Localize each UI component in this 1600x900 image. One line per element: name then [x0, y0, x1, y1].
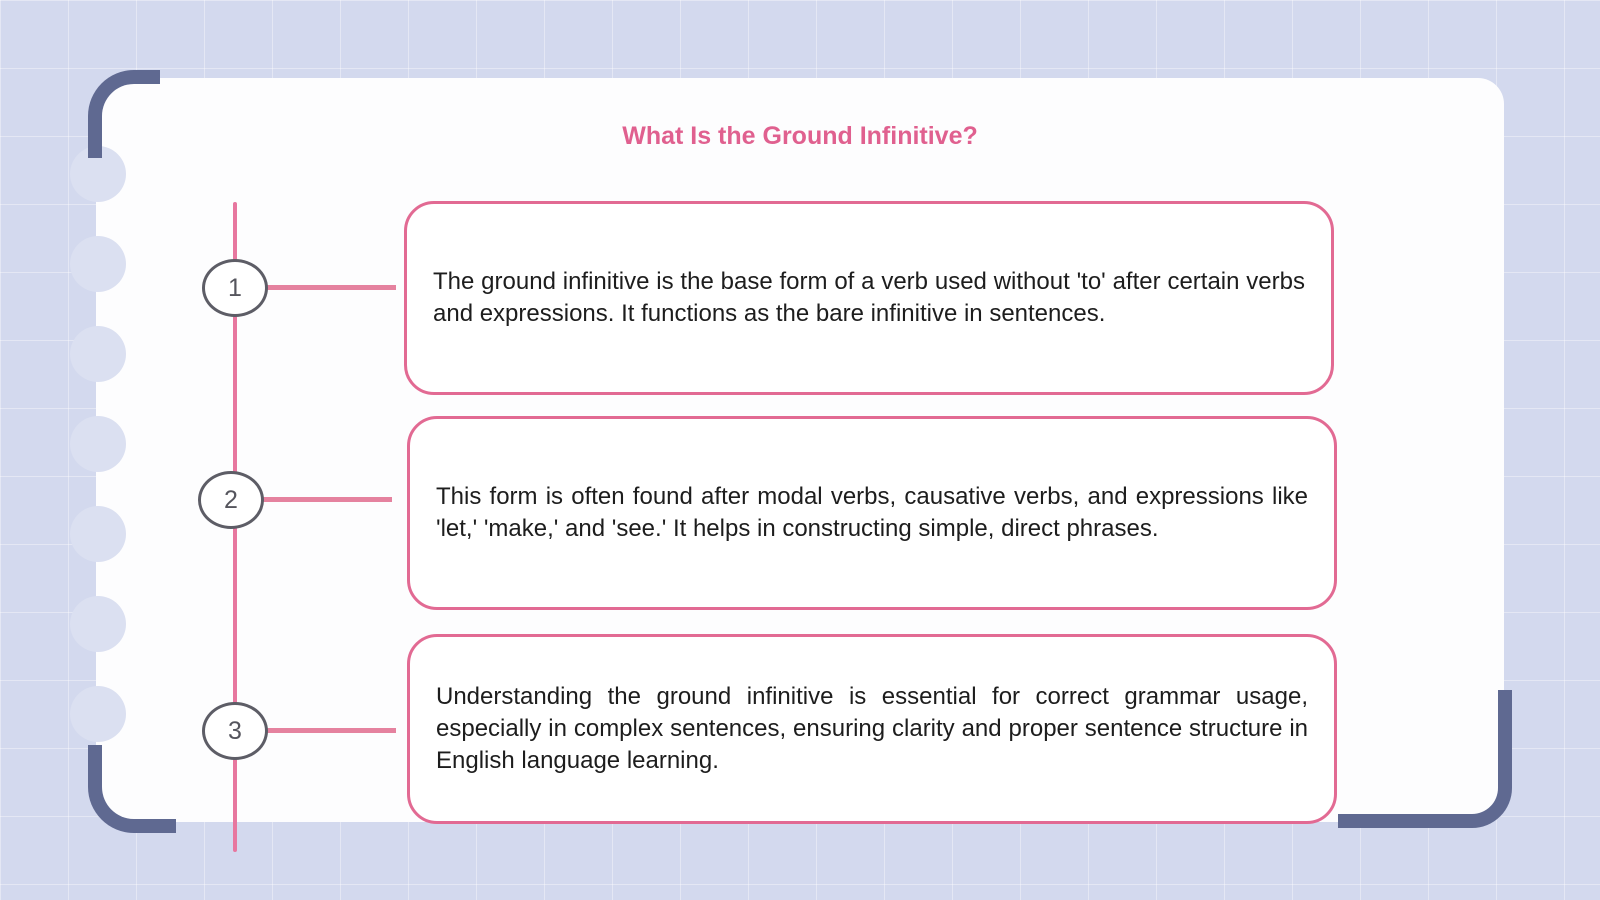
paper-scallop: [70, 416, 126, 472]
step-description: The ground infinitive is the base form of a verb used without 'to' after certain verbs and expressions. It functions as the bare infinitive in sentences.: [433, 268, 1305, 327]
step-text-box: [407, 416, 1337, 610]
paper-scallop: [70, 506, 126, 562]
paper-scallop: [70, 686, 126, 742]
slide-title: What Is the Ground Infinitive?: [622, 122, 978, 150]
step-text-box: [404, 201, 1334, 395]
step-number-circle: 2: [198, 471, 264, 529]
paper-scallop: [70, 326, 126, 382]
step-connector: [266, 285, 396, 290]
step-description: Understanding the ground infinitive is essential for correct grammar usage, especially in complex sentences, ensuring clarity and proper sentence structure in English language learning.: [436, 683, 1308, 774]
step-description: This form is often found after modal verbs, causative verbs, and expressions like 'let,' 'make,' and 'see.' It helps in constructing simple, direct phrases.: [436, 483, 1308, 542]
step-number-circle: 3: [202, 702, 268, 760]
paper-scallop: [70, 596, 126, 652]
step-number-circle: 1: [202, 259, 268, 317]
step-text-box: [407, 634, 1337, 824]
step-connector: [266, 728, 396, 733]
corner-bracket-bottom-left: [88, 745, 176, 833]
corner-bracket-bottom-right: [1338, 690, 1512, 828]
paper-scallop: [70, 236, 126, 292]
step-connector: [262, 497, 392, 502]
